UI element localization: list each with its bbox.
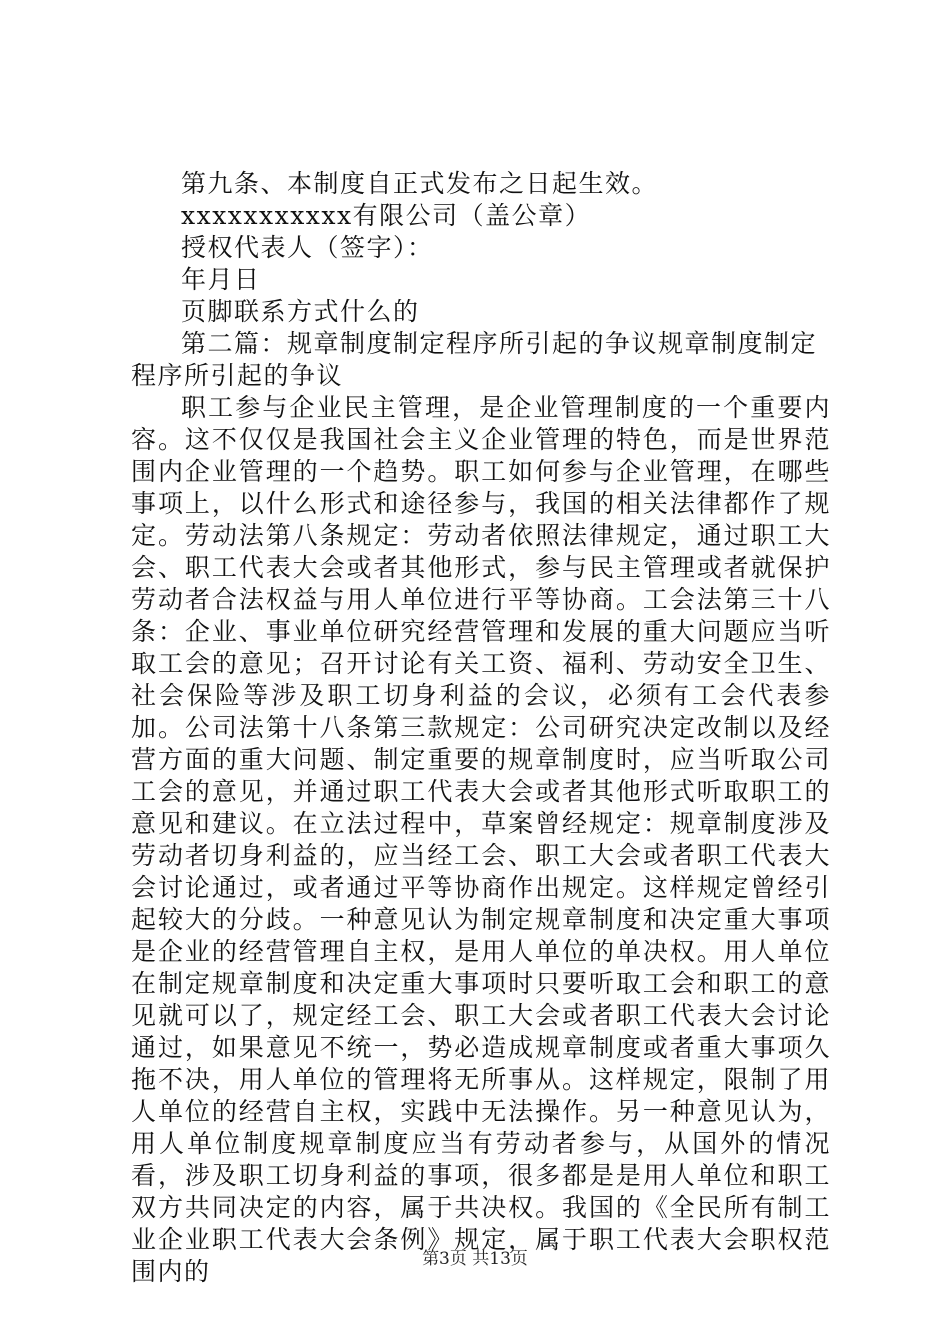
section-2-heading: 第二篇：规章制度制定程序所引起的争议规章制度制定程序所引起的争议	[131, 329, 818, 390]
representative-signature-line: 授权代表人（签字）：	[181, 233, 434, 262]
company-seal-line: xxxxxxxxxxx有限公司（盖公章）	[181, 201, 592, 230]
document-body	[131, 168, 831, 1288]
footer-contact-line: 页脚联系方式什么的	[181, 297, 420, 326]
article-9-line: 第九条、本制度自正式发布之日起生效。	[181, 169, 659, 198]
date-line: 年月日	[181, 265, 261, 294]
section-2-paragraph: 职工参与企业民主管理，是企业管理制度的一个重要内容。这不仅仅是我国社会主义企业管理的特色，而是世界范围内企业管理的一个趋势。职工如何参与企业管理，在哪些事项上，以什么形式和途径参与，我国的相关法律都作了规定。劳动法第八条规定：劳动者依照法律规定，通过职工大会、职工代表大会或者其他形式，参与民主管理或者就保护劳动者合法权益与用人单位进行平等协商。工会法第三十八条：企业、事业单位研究经营管理和发展的重大问题应当听取工会的意见；召开讨论有关工资、福利、劳动安全卫生、社会保险等涉及职工切身利益的会议，必须有工会代表参加。公司法第十八条第三款规定：公司研究决定改制以及经营方面的重大问题、制定重要的规章制度时，应当听取公司工会的意见，并通过职工代表大会或者其他形式听取职工的意见和建议。在立法过程中，草案曾经规定：规章制度涉及劳动者切身利益的，应当经工会、职工大会或者职工代表大会讨论通过，或者通过平等协商作出规定。这样规定曾经引起较大的分歧。一种意见认为制定规章制度和决定重大事项是企业的经营管理自主权，是用人单位的单决权。用人单位在制定规章制度和决定重大事项时只要听取工会和职工的意见就可以了，规定经工会、职工大会或者职工代表大会讨论通过，如果意见不统一，势必造成规章制度或者重大事项久拖不决，用人单位的管理将无所事从。这样规定，限制了用人单位的经营自主权，实践中无法操作。另一种意见认为，用人单位制度规章制度应当有劳动者参与，从国外的情况看，涉及职工切身利益的事项，很多都是是用人单位和职工双方共同决定的内容，属于共决权。我国的《全民所有制工业企业职工代表大会条例》规定，属于职工代表大会职权范围内的	[131, 393, 831, 1286]
page-number-footer: 第3页 共13页	[422, 1249, 528, 1269]
